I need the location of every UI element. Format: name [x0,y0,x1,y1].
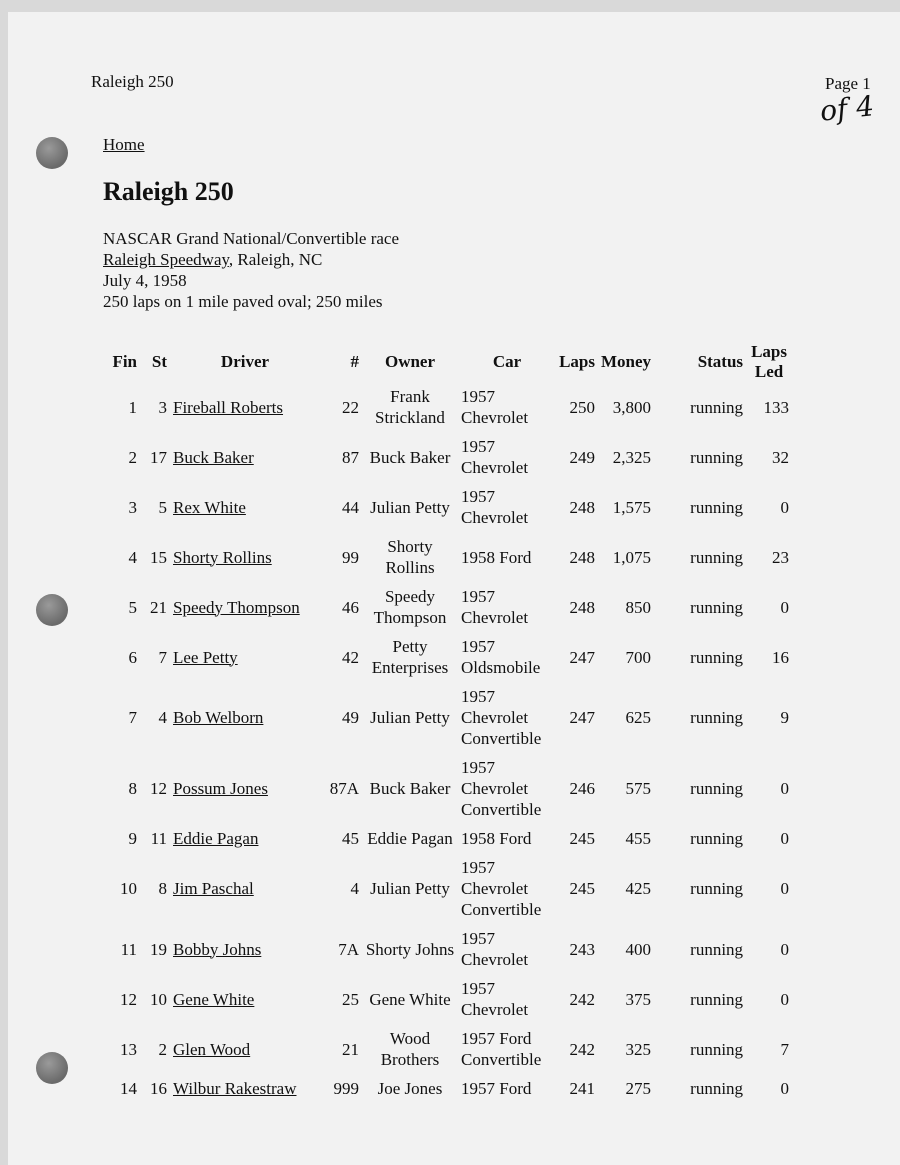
owner-name: Wood Brothers [380,1029,440,1069]
laps-completed: 248 [569,597,595,617]
start-position: 17 [150,447,167,467]
header-st: St [151,352,167,371]
car-model: 1957 Chevrolet [461,437,529,477]
owner-name: Julian Petty [370,497,450,517]
table-row [104,482,792,532]
header-fin: Fin [112,352,137,371]
car-number: 44 [342,497,359,517]
laps-completed: 250 [569,397,595,417]
driver-link[interactable]: Buck Baker [173,447,254,467]
prize-money: 275 [625,1079,652,1098]
driver-link[interactable]: Rex White [173,497,246,517]
car-model: 1958 Ford [461,829,532,848]
start-position: 16 [150,1079,167,1098]
prize-money: 700 [625,647,652,667]
finish-status: running [690,397,744,417]
track-link[interactable]: Raleigh Speedway [103,250,229,269]
home-link[interactable]: Home [103,135,145,154]
finish-position: 6 [128,647,137,667]
laps-led: 133 [763,397,790,417]
start-position: 12 [150,779,167,798]
table-row [104,682,792,753]
laps-completed: 241 [569,1079,595,1098]
finish-position: 7 [128,708,137,727]
document-page [8,12,900,1165]
laps-led: 7 [780,1039,790,1059]
table-header-row [104,342,792,382]
punch-hole [36,594,68,626]
race-location: , Raleigh, NC [228,250,323,269]
laps-led: 0 [780,879,790,898]
finish-position: 14 [120,1079,137,1098]
finish-position: 8 [128,779,137,798]
start-position: 11 [150,829,167,848]
owner-name: Shorty Rollins [385,537,435,577]
car-number: 49 [342,708,359,727]
laps-led: 0 [780,939,790,959]
start-position: 15 [150,547,167,567]
car-model: 1957 Chevrolet Convertible [461,687,542,748]
finish-status: running [690,647,744,667]
driver-link[interactable]: Jim Paschal [173,879,254,898]
car-number: 999 [333,1079,359,1098]
car-number: 87 [342,447,359,467]
finish-status: running [690,1079,744,1098]
finish-position: 11 [120,939,137,959]
finish-position: 13 [120,1039,137,1059]
laps-led: 0 [780,779,790,798]
header-owner: Owner [384,352,436,371]
driver-link[interactable]: Bob Welborn [173,708,264,727]
laps-completed: 242 [569,1039,595,1059]
finish-position: 3 [128,497,137,517]
owner-name: Buck Baker [369,779,451,798]
owner-name: Speedy Thompson [373,587,447,627]
start-position: 5 [158,497,167,517]
finish-position: 9 [128,829,137,848]
car-number: 22 [342,397,359,417]
owner-name: Petty Enterprises [371,637,449,677]
header-car: Car [492,352,522,371]
race-date: July 4, 1958 [103,271,187,290]
car-number: 87A [329,779,359,798]
car-model: 1957 Ford [461,1079,532,1098]
owner-name: Frank Strickland [375,387,445,427]
page-title: Raleigh 250 [103,177,234,206]
driver-link[interactable]: Shorty Rollins [173,547,272,567]
car-model: 1957 Ford Convertible [461,1029,542,1069]
table-row [104,632,792,682]
start-position: 19 [150,939,167,959]
header-laps: Laps [559,352,595,371]
owner-name: Joe Jones [377,1079,443,1098]
punch-hole [36,137,68,169]
laps-led: 23 [772,547,790,567]
laps-completed: 248 [569,547,595,567]
driver-link[interactable]: Wilbur Rakestraw [173,1079,297,1098]
laps-completed: 248 [569,497,595,517]
car-model: 1957 Chevrolet [461,487,529,527]
car-model: 1957 Chevrolet [461,387,529,427]
car-number: 45 [342,829,359,848]
header-number: # [350,352,359,371]
punch-hole [36,1052,68,1084]
prize-money: 850 [625,597,652,617]
start-position: 2 [158,1039,167,1059]
finish-status: running [690,779,744,798]
driver-link[interactable]: Eddie Pagan [173,829,259,848]
laps-led: 9 [780,708,790,727]
start-position: 10 [150,989,167,1009]
prize-money: 575 [625,779,652,798]
start-position: 3 [158,397,167,417]
finish-position: 2 [128,447,137,467]
finish-position: 12 [120,989,137,1009]
finish-status: running [690,708,744,727]
finish-status: running [690,939,744,959]
finish-status: running [690,447,744,467]
prize-money: 425 [625,879,652,898]
table-row [104,532,792,582]
car-number: 7A [338,939,359,959]
prize-money: 325 [625,1039,652,1059]
finish-status: running [690,989,744,1009]
start-position: 8 [158,879,167,898]
car-number: 99 [342,547,359,567]
race-venue [103,249,399,270]
laps-completed: 247 [569,708,595,727]
car-model: 1957 Chevrolet [461,929,529,969]
table-row [104,382,792,432]
prize-money: 375 [625,989,652,1009]
laps-completed: 243 [569,939,595,959]
table-row [104,582,792,632]
driver-link[interactable]: Gene White [173,989,255,1009]
laps-completed: 242 [569,989,595,1009]
prize-money: 2,325 [612,447,652,467]
laps-completed: 245 [569,879,595,898]
header-status: Status [697,352,744,371]
race-series: NASCAR Grand National/Convertible race [103,229,400,248]
owner-name: Eddie Pagan [367,829,453,848]
start-position: 7 [158,647,167,667]
finish-status: running [690,829,744,848]
prize-money: 3,800 [612,397,652,417]
car-number: 4 [350,879,359,898]
prize-money: 625 [625,708,652,727]
race-distance: 250 laps on 1 mile paved oval; 250 miles [103,292,383,311]
finish-status: running [690,879,744,898]
car-model: 1957 Chevrolet [461,587,529,627]
table-row [104,824,792,853]
table-row [104,1024,792,1074]
print-header-page: Page 1 [825,74,871,93]
prize-money: 1,075 [612,547,652,567]
table-row [104,924,792,974]
owner-name: Gene White [369,989,451,1009]
prize-money: 1,575 [612,497,652,517]
driver-link[interactable]: Speedy Thompson [173,597,300,617]
driver-link[interactable]: Possum Jones [173,779,268,798]
race-info [103,228,399,312]
laps-completed: 249 [569,447,595,467]
laps-led: 0 [780,829,790,848]
owner-name: Julian Petty [370,708,450,727]
car-number: 42 [342,647,359,667]
finish-position: 5 [128,597,137,617]
laps-led: 0 [780,1079,790,1098]
laps-led: 0 [780,497,790,517]
car-model: 1958 Ford [461,547,532,567]
car-model: 1957 Oldsmobile [461,637,541,677]
owner-name: Shorty Johns [365,939,455,959]
finish-status: running [690,1039,744,1059]
driver-link[interactable]: Bobby Johns [173,939,262,959]
finish-position: 1 [128,397,137,417]
laps-completed: 247 [569,647,595,667]
header-laps-led: Laps Led [751,342,787,381]
table-row [104,974,792,1024]
car-number: 21 [342,1039,359,1059]
prize-money: 400 [625,939,652,959]
laps-led: 0 [780,989,790,1009]
table-row [104,1074,792,1103]
finish-status: running [690,547,744,567]
print-header-title: Raleigh 250 [91,72,174,91]
start-position: 21 [150,597,167,617]
car-model: 1957 Chevrolet Convertible [461,758,542,819]
table-row [104,432,792,482]
laps-led: 32 [772,447,790,467]
laps-completed: 245 [569,829,595,848]
car-model: 1957 Chevrolet Convertible [461,858,542,919]
prize-money: 455 [625,829,652,848]
car-model: 1957 Chevrolet [461,979,529,1019]
results-body [104,382,792,1103]
finish-position: 10 [120,879,137,898]
driver-link[interactable]: Fireball Roberts [173,397,284,417]
header-money: Money [601,352,652,371]
table-row [104,753,792,824]
laps-led: 0 [780,597,790,617]
header-driver: Driver [220,352,270,371]
driver-link[interactable]: Lee Petty [173,647,238,667]
owner-name: Julian Petty [370,879,450,898]
owner-name: Buck Baker [369,447,451,467]
driver-link[interactable]: Glen Wood [173,1039,251,1059]
handwritten-note: of 4 [818,89,876,128]
laps-led: 16 [772,647,790,667]
start-position: 4 [158,708,167,727]
table-row [104,853,792,924]
finish-status: running [690,597,744,617]
finish-position: 4 [128,547,137,567]
car-number: 25 [342,989,359,1009]
car-number: 46 [342,597,359,617]
results-table [104,342,792,1103]
finish-status: running [690,497,744,517]
laps-completed: 246 [569,779,595,798]
